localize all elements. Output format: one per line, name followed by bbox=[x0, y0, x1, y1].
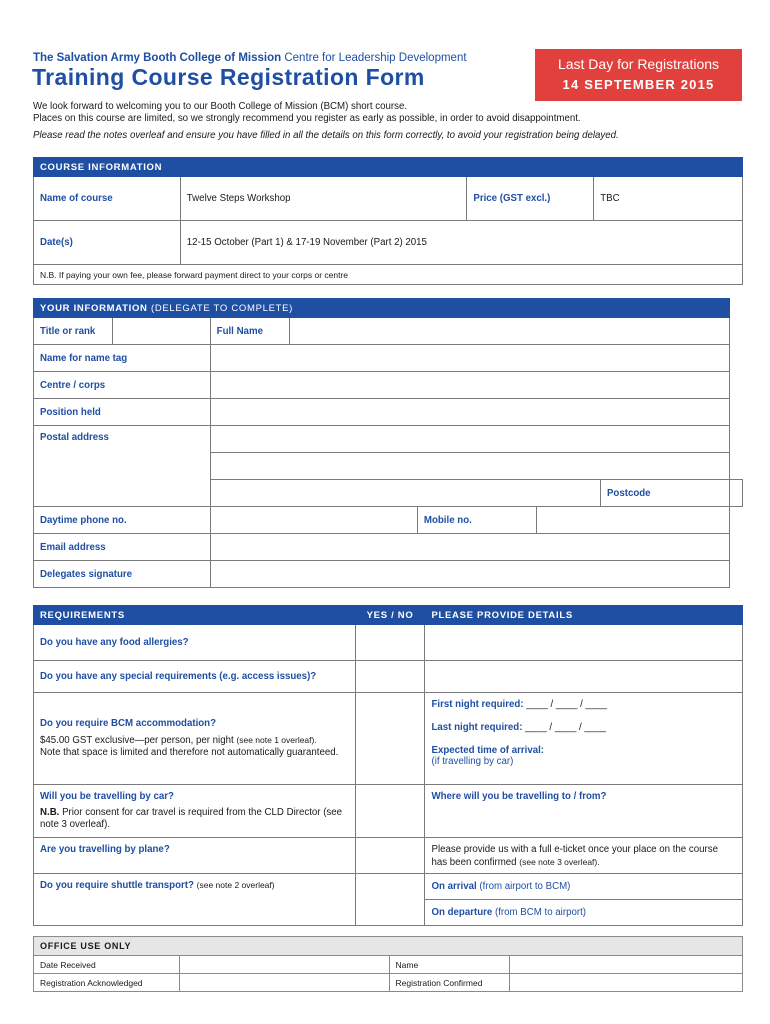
intro-line-1: We look forward to welcoming you to our Booth College of Mission (BCM) short course. bbox=[33, 101, 408, 112]
org-line bbox=[33, 52, 467, 64]
position-field[interactable] bbox=[210, 399, 729, 426]
org-centre: Centre for Leadership Development bbox=[284, 52, 467, 64]
last-night-row[interactable] bbox=[431, 722, 736, 733]
shuttle-yesno[interactable] bbox=[355, 874, 425, 926]
deadline-label: Last Day for Registrations bbox=[557, 56, 720, 72]
reg-confirmed-label: Registration Confirmed bbox=[389, 974, 510, 992]
reg-confirmed-field[interactable] bbox=[510, 974, 743, 992]
on-arrival-sub: (from airport to BCM) bbox=[479, 881, 571, 892]
price-label: Price (GST excl.) bbox=[467, 177, 594, 221]
course-info-header: COURSE INFORMATION bbox=[34, 158, 743, 177]
date-received-label: Date Received bbox=[34, 956, 180, 974]
office-use-table bbox=[33, 936, 743, 992]
reg-ack-label: Registration Acknowledged bbox=[34, 974, 180, 992]
your-info-header bbox=[34, 299, 730, 318]
centre-corps-field[interactable] bbox=[210, 372, 729, 399]
first-night-label: First night required: bbox=[431, 699, 524, 710]
last-night-date: ____ / ____ / ____ bbox=[525, 722, 606, 733]
car-note: Prior consent for car travel is required from the CLD Director (see note 3 overleaf). bbox=[40, 807, 343, 830]
signature-field[interactable] bbox=[210, 561, 729, 588]
price-field[interactable]: TBC bbox=[594, 177, 743, 221]
accommodation-price: $45.00 GST exclusive—per person, per night bbox=[40, 735, 234, 746]
car-note-wrap bbox=[40, 807, 349, 831]
mobile-field[interactable] bbox=[536, 507, 729, 534]
phone-label: Daytime phone no. bbox=[34, 507, 211, 534]
centre-corps-label: Centre / corps bbox=[34, 372, 211, 399]
dates-label: Date(s) bbox=[34, 221, 181, 265]
postal-address-line-3[interactable] bbox=[210, 480, 600, 507]
plane-ref: (see note 3 overleaf). bbox=[519, 857, 600, 867]
date-received-field[interactable] bbox=[179, 956, 389, 974]
page-title: Training Course Registration Form bbox=[32, 64, 425, 90]
office-use-header: OFFICE USE ONLY bbox=[34, 937, 743, 956]
car-nb: N.B. bbox=[40, 807, 60, 818]
position-label: Position held bbox=[34, 399, 211, 426]
special-req-yesno[interactable] bbox=[355, 661, 425, 693]
shuttle-departure[interactable] bbox=[425, 900, 743, 926]
accommodation-cell bbox=[34, 693, 356, 785]
intro-line-2: Places on this course are limited, so we strongly recommend you register as early as possible, in order to avoid disappointment. bbox=[33, 113, 581, 124]
shuttle-question: Do you require shuttle transport? bbox=[40, 880, 194, 891]
postcode-field[interactable] bbox=[730, 480, 743, 507]
car-where-label[interactable]: Where will you be travelling to / from? bbox=[425, 785, 743, 838]
name-tag-field[interactable] bbox=[210, 345, 729, 372]
plane-question: Are you travelling by plane? bbox=[34, 838, 356, 874]
food-allergies-yesno[interactable] bbox=[355, 625, 425, 661]
food-allergies-question: Do you have any food allergies? bbox=[34, 625, 356, 661]
shuttle-cell bbox=[34, 874, 356, 926]
arrival-time-sub: (if travelling by car) bbox=[431, 756, 514, 767]
course-name-field[interactable]: Twelve Steps Workshop bbox=[180, 177, 467, 221]
deadline-date: 14 SEPTEMBER 2015 bbox=[562, 77, 715, 92]
office-name-field[interactable] bbox=[510, 956, 743, 974]
email-label: Email address bbox=[34, 534, 211, 561]
course-fee-note: N.B. If paying your own fee, please forward payment direct to your corps or centre bbox=[34, 265, 743, 285]
first-night-row[interactable] bbox=[431, 699, 736, 710]
mobile-label: Mobile no. bbox=[417, 507, 536, 534]
accommodation-note-ref: (see note 1 overleaf). bbox=[236, 735, 317, 745]
first-night-date: ____ / ____ / ____ bbox=[526, 699, 608, 710]
email-field[interactable] bbox=[210, 534, 729, 561]
food-allergies-details[interactable] bbox=[425, 625, 743, 661]
course-info-table bbox=[33, 157, 743, 285]
full-name-label: Full Name bbox=[210, 318, 289, 345]
special-req-question: Do you have any special requirements (e.g. access issues)? bbox=[34, 661, 356, 693]
on-arrival-label: On arrival bbox=[431, 881, 477, 892]
plane-details[interactable] bbox=[425, 838, 743, 874]
requirements-table bbox=[33, 605, 743, 926]
title-rank-field[interactable] bbox=[112, 318, 210, 345]
car-cell bbox=[34, 785, 356, 838]
accommodation-question: Do you require BCM accommodation? bbox=[40, 718, 217, 729]
on-departure-sub: (from BCM to airport) bbox=[495, 907, 586, 918]
on-departure-label: On departure bbox=[431, 907, 493, 918]
plane-detail-text: Please provide us with a full e-ticket once your place on the course has been confirmed bbox=[431, 844, 718, 868]
office-name-label: Name bbox=[389, 956, 510, 974]
intro-text bbox=[33, 101, 733, 142]
accommodation-details bbox=[425, 693, 743, 785]
details-header: PLEASE PROVIDE DETAILS bbox=[425, 606, 743, 625]
your-info-table bbox=[33, 298, 743, 588]
phone-field[interactable] bbox=[210, 507, 417, 534]
name-tag-label: Name for name tag bbox=[34, 345, 211, 372]
your-info-subtitle: (DELEGATE TO COMPLETE) bbox=[150, 302, 294, 314]
your-info-title: YOUR INFORMATION bbox=[40, 302, 148, 314]
course-name-label: Name of course bbox=[34, 177, 181, 221]
reg-ack-field[interactable] bbox=[179, 974, 389, 992]
title-rank-label: Title or rank bbox=[34, 318, 113, 345]
yes-no-header: YES / NO bbox=[355, 606, 425, 625]
accommodation-info bbox=[40, 734, 349, 759]
special-req-details[interactable] bbox=[425, 661, 743, 693]
shuttle-arrival[interactable] bbox=[425, 874, 743, 900]
deadline-banner bbox=[535, 49, 742, 101]
arrival-time-label: Expected time of arrival: bbox=[431, 745, 545, 756]
accommodation-note: Note that space is limited and therefore not automatically guaranteed. bbox=[40, 747, 339, 758]
postal-address-line-2[interactable] bbox=[210, 453, 729, 480]
postal-address-label: Postal address bbox=[34, 426, 211, 507]
car-yesno[interactable] bbox=[355, 785, 425, 838]
car-question: Will you be travelling by car? bbox=[40, 791, 174, 802]
intro-note: Please read the notes overleaf and ensure you have filled in all the details on this form correctly, to avoid your registration being delayed. bbox=[33, 130, 619, 141]
shuttle-ref: (see note 2 overleaf) bbox=[196, 880, 275, 890]
requirements-header: REQUIREMENTS bbox=[34, 606, 356, 625]
signature-label: Delegates signature bbox=[34, 561, 211, 588]
dates-field[interactable]: 12-15 October (Part 1) & 17-19 November (Part 2) 2015 bbox=[180, 221, 742, 265]
full-name-field[interactable] bbox=[289, 318, 729, 345]
postcode-label: Postcode bbox=[600, 480, 729, 507]
plane-yesno[interactable] bbox=[355, 838, 425, 874]
last-night-label: Last night required: bbox=[431, 722, 523, 733]
org-name: The Salvation Army Booth College of Mission bbox=[33, 52, 282, 64]
accommodation-yesno[interactable] bbox=[355, 693, 425, 785]
postal-address-line-1[interactable] bbox=[210, 426, 729, 453]
